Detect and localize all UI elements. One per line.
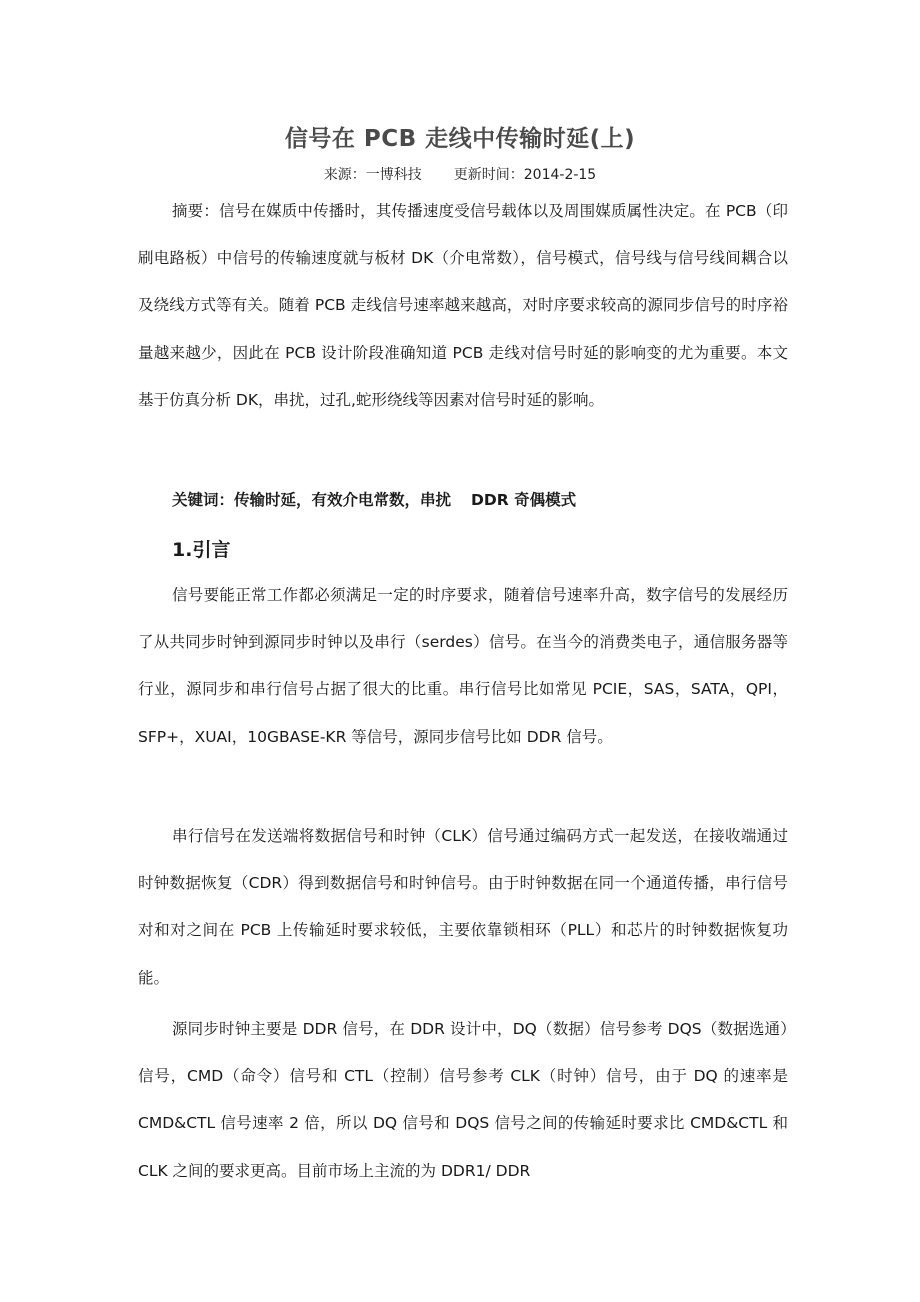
keywords-line	[172, 485, 576, 515]
keywords-tail: DDR 奇偶模式	[471, 491, 577, 509]
abstract-paragraph: 摘要：信号在媒质中传播时，其传播速度受信号载体以及周围媒质属性决定。在 PCB（印刷电路板）中信号的传输速度就与板材 DK（介电常数），信号模式，信号线与信号线间耦合以及绕线方式等有关。随着 PCB 走线信号速率越来越高，对时序要求较高的源同步信号的时序裕量越来越少，因此在 PCB 设计阶段准确知道 PCB 走线对信号时延的影响变的尤为重要。本文基于仿真分析 DK，串扰，过孔,蛇形绕线等因素对信号时延的影响。	[138, 202, 788, 409]
document-title: 信号在 PCB 走线中传输时延(上)	[284, 126, 636, 152]
update-date: 更新时间：2014-2-15	[453, 167, 597, 183]
source-label: 来源：一博科技	[323, 167, 422, 183]
body-paragraph-1: 信号要能正常工作都必须满足一定的时序要求，随着信号速率升高，数字信号的发展经历了从共同步时钟到源同步时钟以及串行（serdes）信号。在当今的消费类电子，通信服务器等行业，源同步和串行信号占据了很大的比重。串行信号比如常见 PCIE，SAS，SATA，QPI，SFP+，XUAI，10GBASE-KR 等信号，源同步信号比如 DDR 信号。	[138, 586, 788, 746]
source-line	[0, 164, 920, 184]
body-paragraph-3: 源同步时钟主要是 DDR 信号，在 DDR 设计中，DQ（数据）信号参考 DQS（数据选通）信号，CMD（命令）信号和 CTL（控制）信号参考 CLK（时钟）信号，由于 DQ 的速率是 CMD&CTL 信号速率 2 倍，所以 DQ 信号和 DQS 信号之间的传输延时要求比 CMD&CTL 和 CLK 之间的要求更高。目前市场上主流的为 DDR1/ DDR	[138, 1020, 788, 1180]
section-heading: 1.引言	[172, 539, 231, 561]
keywords-text: 关键词：传输时延，有效介电常数，串扰	[172, 491, 452, 509]
body-paragraph-2: 串行信号在发送端将数据信号和时钟（CLK）信号通过编码方式一起发送，在接收端通过时钟数据恢复（CDR）得到数据信号和时钟信号。由于时钟数据在同一个通道传播，串行信号对和对之间在 PCB 上传输延时要求较低，主要依靠锁相环（PLL）和芯片的时钟数据恢复功能。	[138, 827, 788, 987]
